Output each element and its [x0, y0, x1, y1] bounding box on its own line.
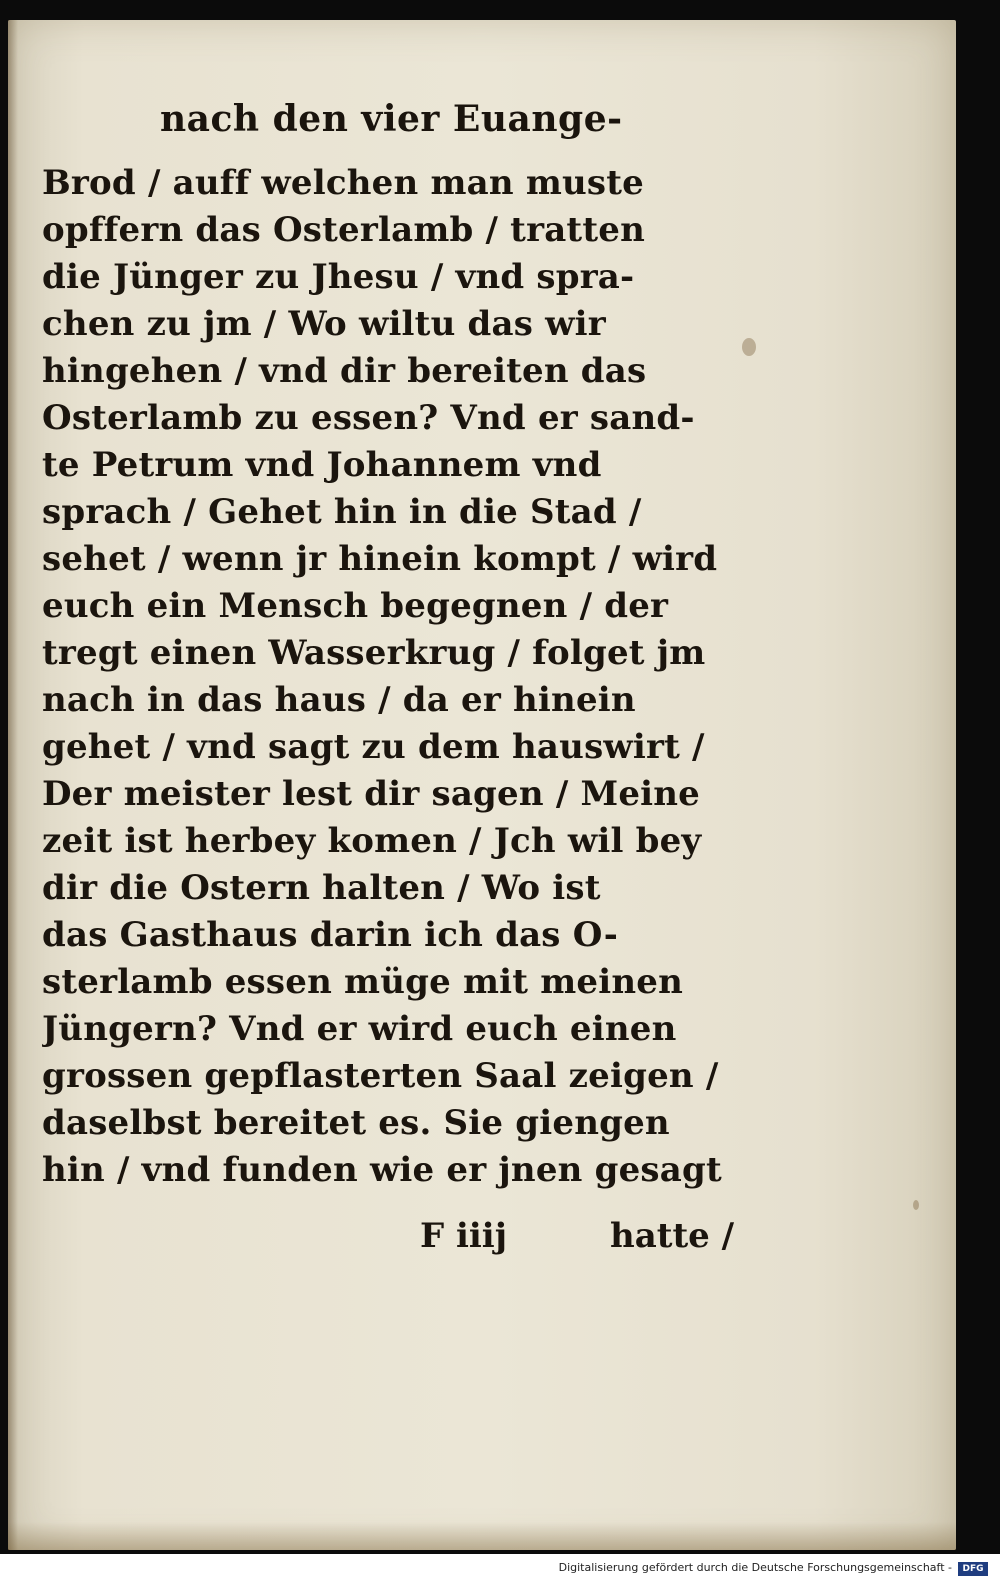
- text-line: Brod / auff welchen man muste: [42, 163, 644, 203]
- ink-stain: [913, 1200, 919, 1210]
- text-line: sehet / wenn jr hinein kompt / wird: [42, 539, 718, 579]
- page-shadow-bottom: [8, 1522, 956, 1550]
- text-line: das Gasthaus darin ich das O-: [42, 915, 619, 955]
- text-line: Jüngern? Vnd er wird euch einen: [42, 1009, 677, 1049]
- text-line: nach in das haus / da er hinein: [42, 680, 636, 720]
- page-footer: [420, 1216, 760, 1266]
- dfg-logo: DFG: [958, 1562, 988, 1576]
- text-line: hin / vnd funden wie er jnen gesagt: [42, 1150, 722, 1190]
- text-line: gehet / vnd sagt zu dem hauswirt /: [42, 727, 705, 767]
- text-line: Osterlamb zu essen? Vnd er sand-: [42, 398, 695, 438]
- text-line: sterlamb essen müge mit meinen: [42, 962, 683, 1002]
- text-line: Der meister lest dir sagen / Meine: [42, 774, 701, 814]
- text-line: sprach / Gehet hin in die Stad /: [42, 492, 642, 532]
- body-text: [42, 160, 762, 1194]
- text-line: euch ein Mensch begegnen / der: [42, 586, 669, 626]
- text-line: zeit ist herbey komen / Jch wil bey: [42, 821, 702, 861]
- text-line: tregt einen Wasserkrug / folget jm: [42, 633, 706, 673]
- text-line: te Petrum vnd Johannem vnd: [42, 445, 602, 485]
- text-line: dir die Ostern halten / Wo ist: [42, 868, 601, 908]
- catchword: hatte /: [610, 1216, 735, 1256]
- credit-text: Digitalisierung gefördert durch die Deutsche Forschungsgemeinschaft -: [558, 1561, 952, 1574]
- text-line: die Jünger zu Jhesu / vnd spra-: [42, 257, 635, 297]
- text-line: chen zu jm / Wo wiltu das wir: [42, 304, 606, 344]
- text-line: hingehen / vnd dir bereiten das: [42, 351, 647, 391]
- text-line: grossen gepflasterten Saal zeigen /: [42, 1056, 719, 1096]
- page-shadow-left: [8, 20, 18, 1550]
- credit-bar: [0, 1554, 1000, 1584]
- signature-mark: F iiij: [420, 1216, 508, 1256]
- text-line: daselbst bereitet es. Sie giengen: [42, 1103, 670, 1143]
- text-line: opffern das Osterlamb / tratten: [42, 210, 645, 250]
- running-header: nach den vier Euange-: [160, 98, 623, 140]
